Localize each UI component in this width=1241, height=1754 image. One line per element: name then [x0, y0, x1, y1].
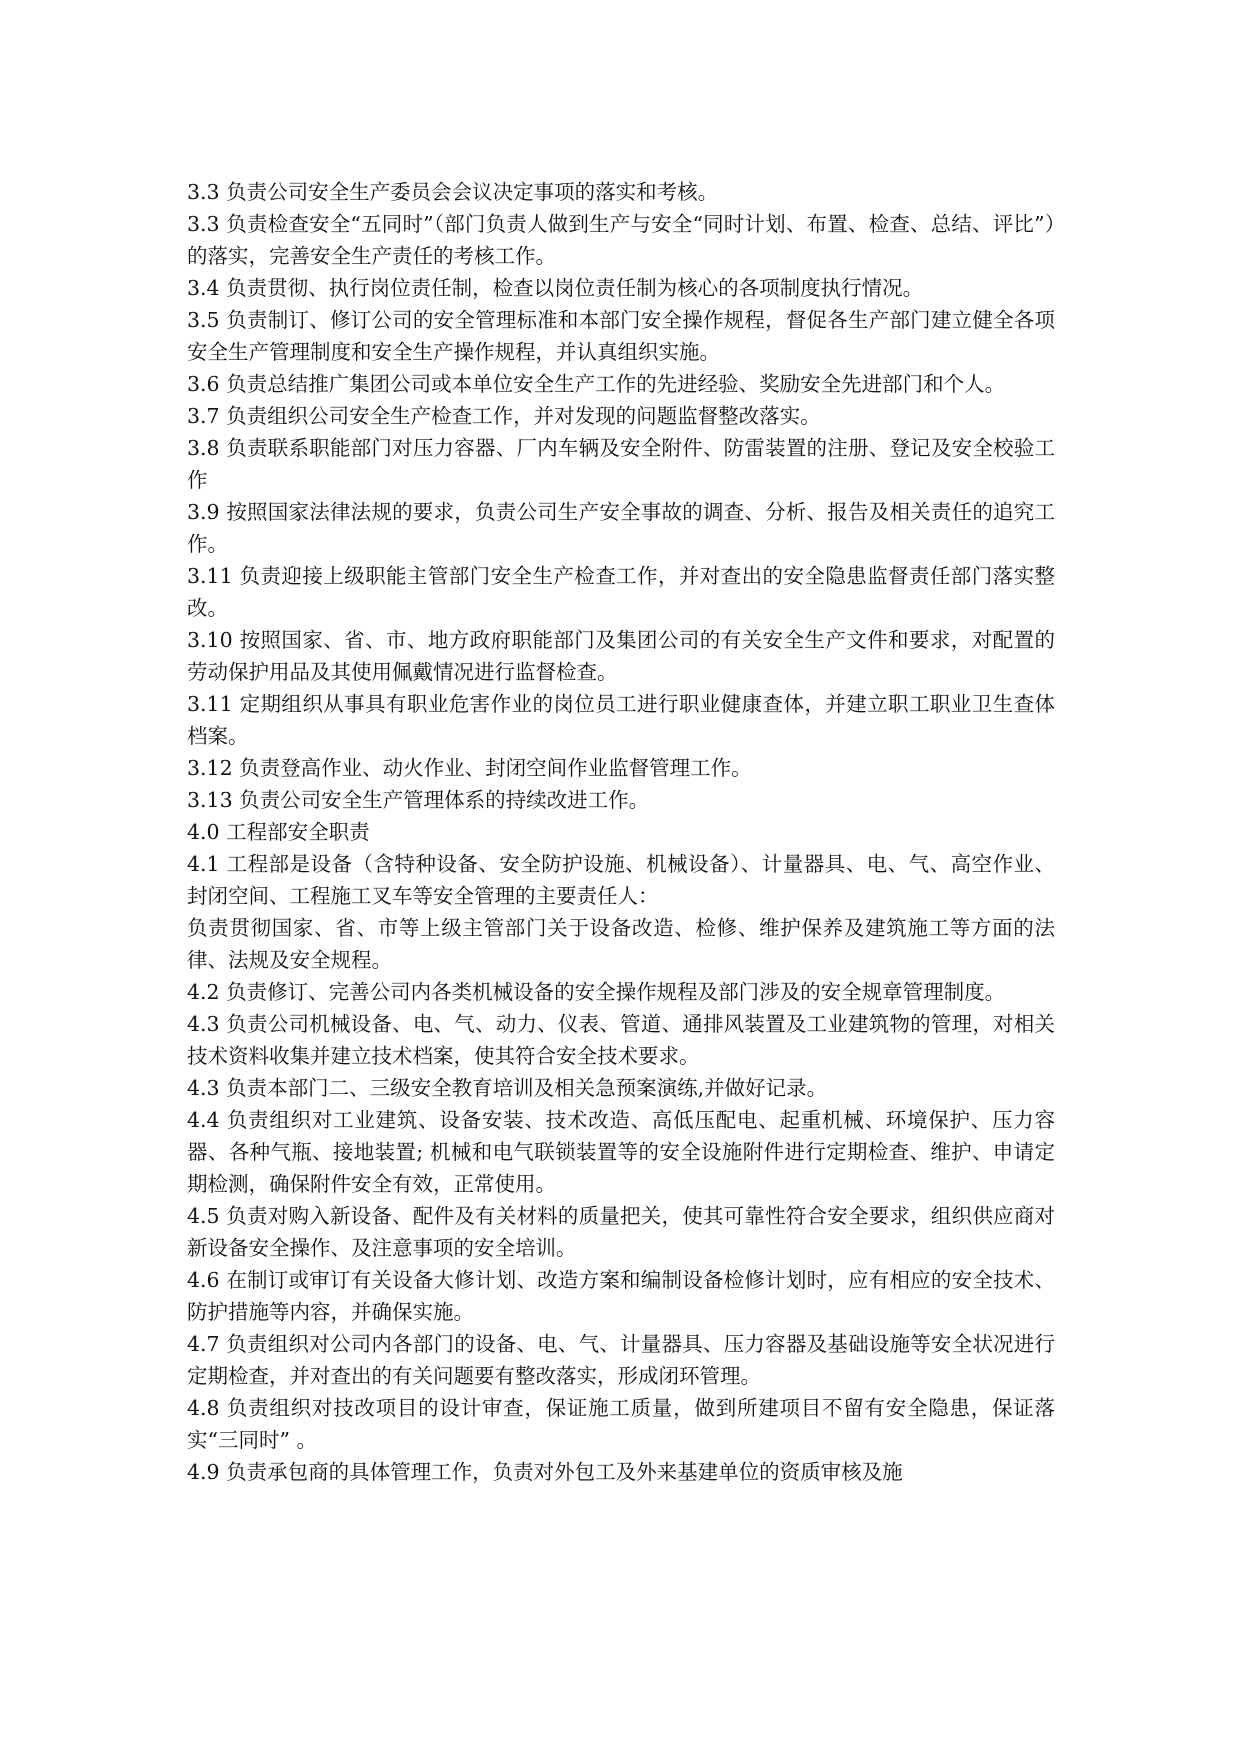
- paragraph: 3.13 负责公司安全生产管理体系的持续改进工作。: [187, 788, 650, 812]
- paragraph: 3.7 负责组织公司安全生产检查工作，并对发现的问题监督整改落实。: [187, 404, 821, 428]
- paragraph: 4.3 负责本部门二、三级安全教育培训及相关急预案演练,并做好记录。: [187, 1076, 828, 1100]
- paragraph: 3.5 负责制订、修订公司的安全管理标准和本部门安全操作规程，督促各生产部门建立健全各项安全生产管理制度和安全生产操作规程，并认真组织实施。: [187, 308, 1055, 364]
- paragraph: 4.5 负责对购入新设备、配件及有关材料的质量把关，使其可靠性符合安全要求，组织供应商对新设备安全操作、及注意事项的安全培训。: [187, 1204, 1055, 1260]
- paragraph: 4.8 负责组织对技改项目的设计审查，保证施工质量，做到所建项目不留有安全隐患，保证落实“三同时” 。: [187, 1396, 1055, 1452]
- section-heading: 4.0 工程部安全职责: [187, 820, 370, 844]
- paragraph: 4.3 负责公司机械设备、电、气、动力、仪表、管道、通排风装置及工业建筑物的管理，对相关技术资料收集并建立技术档案，使其符合安全技术要求。: [187, 1012, 1055, 1068]
- paragraph: 4.7 负责组织对公司内各部门的设备、电、气、计量器具、压力容器及基础设施等安全状况进行定期检查，并对查出的有关问题要有整改落实，形成闭环管理。: [187, 1332, 1055, 1388]
- paragraph: 3.9 按照国家法律法规的要求，负责公司生产安全事故的调查、分析、报告及相关责任的追究工作。: [187, 500, 1055, 556]
- paragraph: 4.4 负责组织对工业建筑、设备安装、技术改造、高低压配电、起重机械、环境保护、压力容器、各种气瓶、接地装置; 机械和电气联锁装置等的安全设施附件进行定期检查、维护、申请定期检测，确保附件安全有效，正常使用。: [187, 1108, 1055, 1196]
- paragraph: 3.10 按照国家、省、市、地方政府职能部门及集团公司的有关安全生产文件和要求，对配置的劳动保护用品及其使用佩戴情况进行监督检查。: [187, 628, 1055, 684]
- paragraph: 4.9 负责承包商的具体管理工作，负责对外包工及外来基建单位的资质审核及施: [187, 1460, 903, 1484]
- paragraph: 4.1 工程部是设备（含特种设备、安全防护设施、机械设备）、计量器具、电、气、高空作业、封闭空间、工程施工叉车等安全管理的主要责任人：: [187, 852, 1055, 908]
- paragraph: 3.6 负责总结推广集团公司或本单位安全生产工作的先进经验、奖励安全先进部门和个人。: [187, 372, 1006, 396]
- paragraph: 3.12 负责登高作业、动火作业、封闭空间作业监督管理工作。: [187, 756, 752, 780]
- paragraph: 负责贯彻国家、省、市等上级主管部门关于设备改造、检修、维护保养及建筑施工等方面的法律、法规及安全规程。: [187, 916, 1055, 972]
- paragraph: 3.8 负责联系职能部门对压力容器、厂内车辆及安全附件、防雷装置的注册、登记及安全校验工作: [187, 436, 1055, 492]
- paragraph: 4.6 在制订或审订有关设备大修计划、改造方案和编制设备检修计划时，应有相应的安全技术、防护措施等内容，并确保实施。: [187, 1268, 1055, 1324]
- paragraph: 3.3 负责检查安全“五同时”（部门负责人做到生产与安全“同时计划、布置、检查、总结、评比”）的落实，完善安全生产责任的考核工作。: [187, 212, 1055, 268]
- paragraph: 4.2 负责修订、完善公司内各类机械设备的安全操作规程及部门涉及的安全规章管理制度。: [187, 980, 1006, 1004]
- paragraph: 3.11 负责迎接上级职能主管部门安全生产检查工作，并对查出的安全隐患监督责任部门落实整改。: [187, 564, 1055, 620]
- paragraph: 3.3 负责公司安全生产委员会会议决定事项的落实和考核。: [187, 180, 719, 204]
- document-body: [187, 176, 1055, 1488]
- paragraph: 3.4 负责贯彻、执行岗位责任制，检查以岗位责任制为核心的各项制度执行情况。: [187, 276, 924, 300]
- paragraph: 3.11 定期组织从事具有职业危害作业的岗位员工进行职业健康查体，并建立职工职业卫生查体档案。: [187, 692, 1055, 748]
